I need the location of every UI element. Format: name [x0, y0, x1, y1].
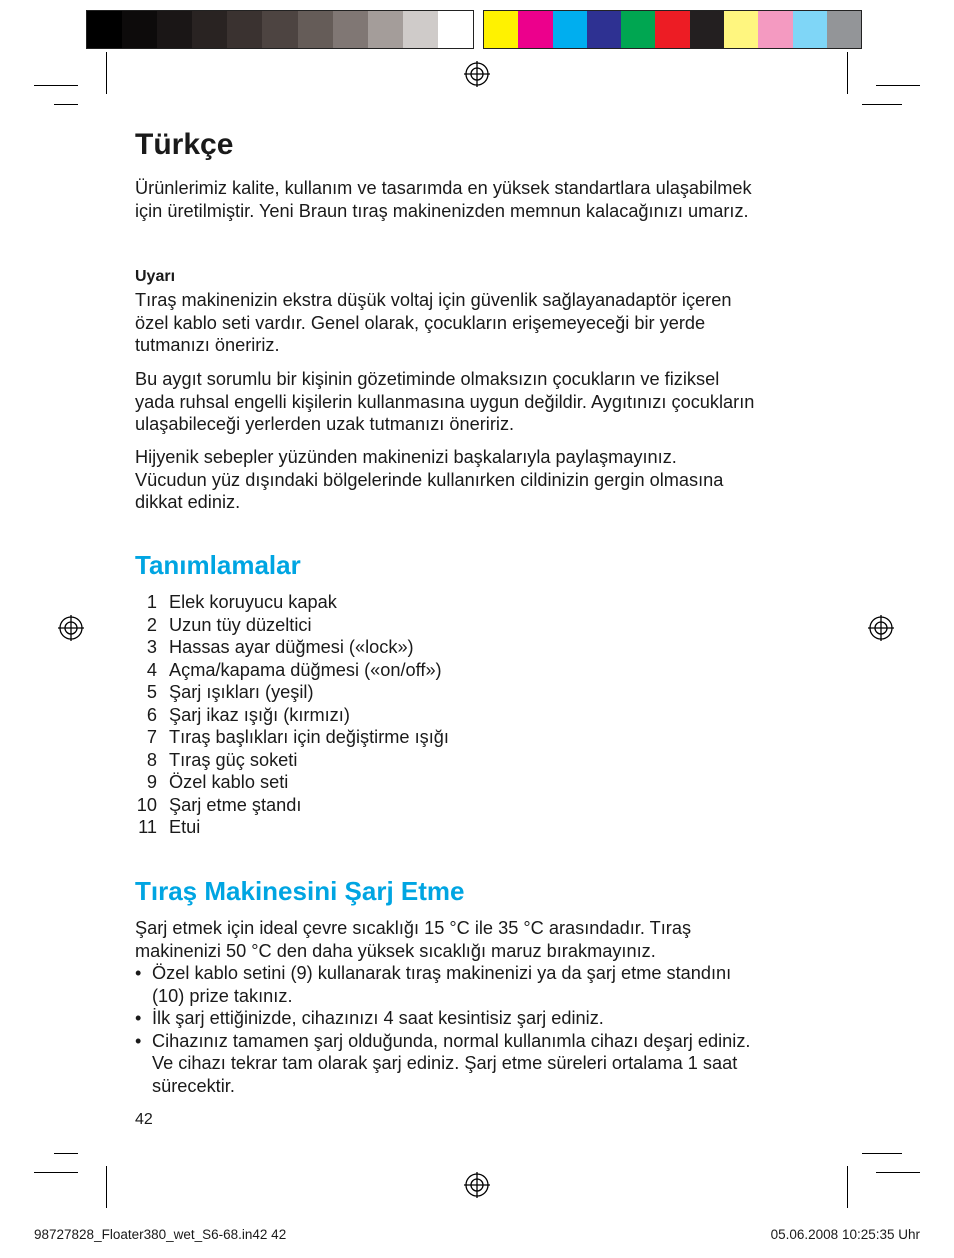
page-number: 42 [135, 1111, 153, 1128]
charging-intro: Şarj etmek için ideal çevre sıcaklığı 15 °C ile 35 °C arasındadır. Tıraş makinenizi 50 °C den daha yüksek sıcaklığı maruz bırakmayınız. [135, 918, 692, 961]
list-item: • Özel kablo setini (9) kullanarak tıraş makinenizi ya da şarj etme standını (10) prize takınız. [135, 963, 732, 1006]
definitions-list [135, 591, 449, 839]
color-swatch [484, 11, 518, 48]
color-swatch [192, 11, 227, 48]
definitions-heading: Tanımlamalar [135, 550, 301, 580]
color-swatch [438, 11, 473, 48]
color-swatch [87, 11, 122, 48]
intro-paragraph: Ürünlerimiz kalite, kullanım ve tasarımda en yüksek standartlara ulaşabilmek için üretilmiştir. Yeni Braun tıraş makinenizden memnun kalacağınızı umarız. [135, 178, 752, 221]
charging-heading: Tıraş Makinesini Şarj Etme [135, 876, 465, 906]
warning-paragraph-3: Hijyenik sebepler yüzünden makinenizi başkalarıyla paylaşmayınız. Vücudun yüz dışındaki bölgelerinde kullanırken cildinizin gergin olmasına dikkat ediniz. [135, 447, 724, 512]
color-swatch [690, 11, 724, 48]
color-swatch [298, 11, 333, 48]
list-item: 3 Hassas ayar düğmesi («lock») [146, 637, 414, 657]
color-swatch [553, 11, 587, 48]
list-item: 1 Elek koruyucu kapak [146, 592, 337, 612]
list-item: 4 Açma/kapama düğmesi («on/off») [146, 659, 442, 680]
list-item: • İlk şarj ettiğinizde, cihazınızı 4 saat kesintisiz şarj ediniz. [135, 1008, 604, 1028]
list-item: • Cihazınız tamamen şarj olduğunda, normal kullanımla cihazı deşarj ediniz. Ve cihazı tekrar tam olarak şarj ediniz. Şarj etme süreleri ortalama 1 saat sürecektir. [135, 1030, 751, 1096]
color-swatch [793, 11, 827, 48]
color-swatch [157, 11, 192, 48]
color-swatch [518, 11, 552, 48]
list-item: 11 Etui [138, 817, 201, 837]
color-swatch [724, 11, 758, 48]
list-item: 8 Tıraş güç soketi [146, 749, 298, 770]
color-swatch [227, 11, 262, 48]
registration-mark-icon [464, 61, 490, 87]
warning-paragraph-1: Tıraş makinenizin ekstra düşük voltaj için güvenlik sağlayanadaptör içeren özel kablo seti vardır. Genel olarak, çocukların erişemeyeceği bir yerde tutmanızı öneririz. [135, 290, 732, 355]
list-item: 7 Tıraş başlıkları için değiştirme ışığı [146, 727, 449, 747]
list-item: 9 Özel kablo seti [146, 772, 289, 792]
registration-mark-icon [464, 1172, 490, 1198]
registration-mark-icon [58, 615, 84, 641]
color-swatch [827, 11, 861, 48]
color-swatch [368, 11, 403, 48]
registration-mark-icon [868, 615, 894, 641]
list-item: 10 Şarj etme ştandı [136, 794, 302, 815]
color-swatch [262, 11, 297, 48]
warning-label: Uyarı [135, 268, 176, 285]
color-swatch [655, 11, 689, 48]
warning-paragraph-2: Bu aygıt sorumlu bir kişinin gözetiminde olmaksızın çocukların ve fiziksel yada ruhsal engelli kişilerin kullanmasına uygun değildir. Aygıtınızı çocukların ulaşabileceği yerlerden uzak tutmanızı öneririz. [135, 369, 755, 434]
list-item: 2 Uzun tüy düzeltici [146, 614, 312, 635]
color-swatch [333, 11, 368, 48]
charging-steps [135, 962, 750, 1097]
grayscale-color-bar [86, 10, 474, 49]
footer-file-info: 98727828_Floater380_wet_S6-68.in42 42 [34, 1227, 287, 1242]
page-title: Türkçe [135, 128, 234, 161]
footer-timestamp: 05.06.2008 10:25:35 Uhr [770, 1227, 920, 1242]
color-swatch [122, 11, 157, 48]
color-swatch [621, 11, 655, 48]
color-swatch [758, 11, 792, 48]
list-item: 5 Şarj ışıkları (yeşil) [146, 682, 314, 702]
color-swatch [587, 11, 621, 48]
list-item: 6 Şarj ikaz ışığı (kırmızı) [146, 704, 350, 725]
process-color-bar [483, 10, 862, 49]
color-swatch [403, 11, 438, 48]
